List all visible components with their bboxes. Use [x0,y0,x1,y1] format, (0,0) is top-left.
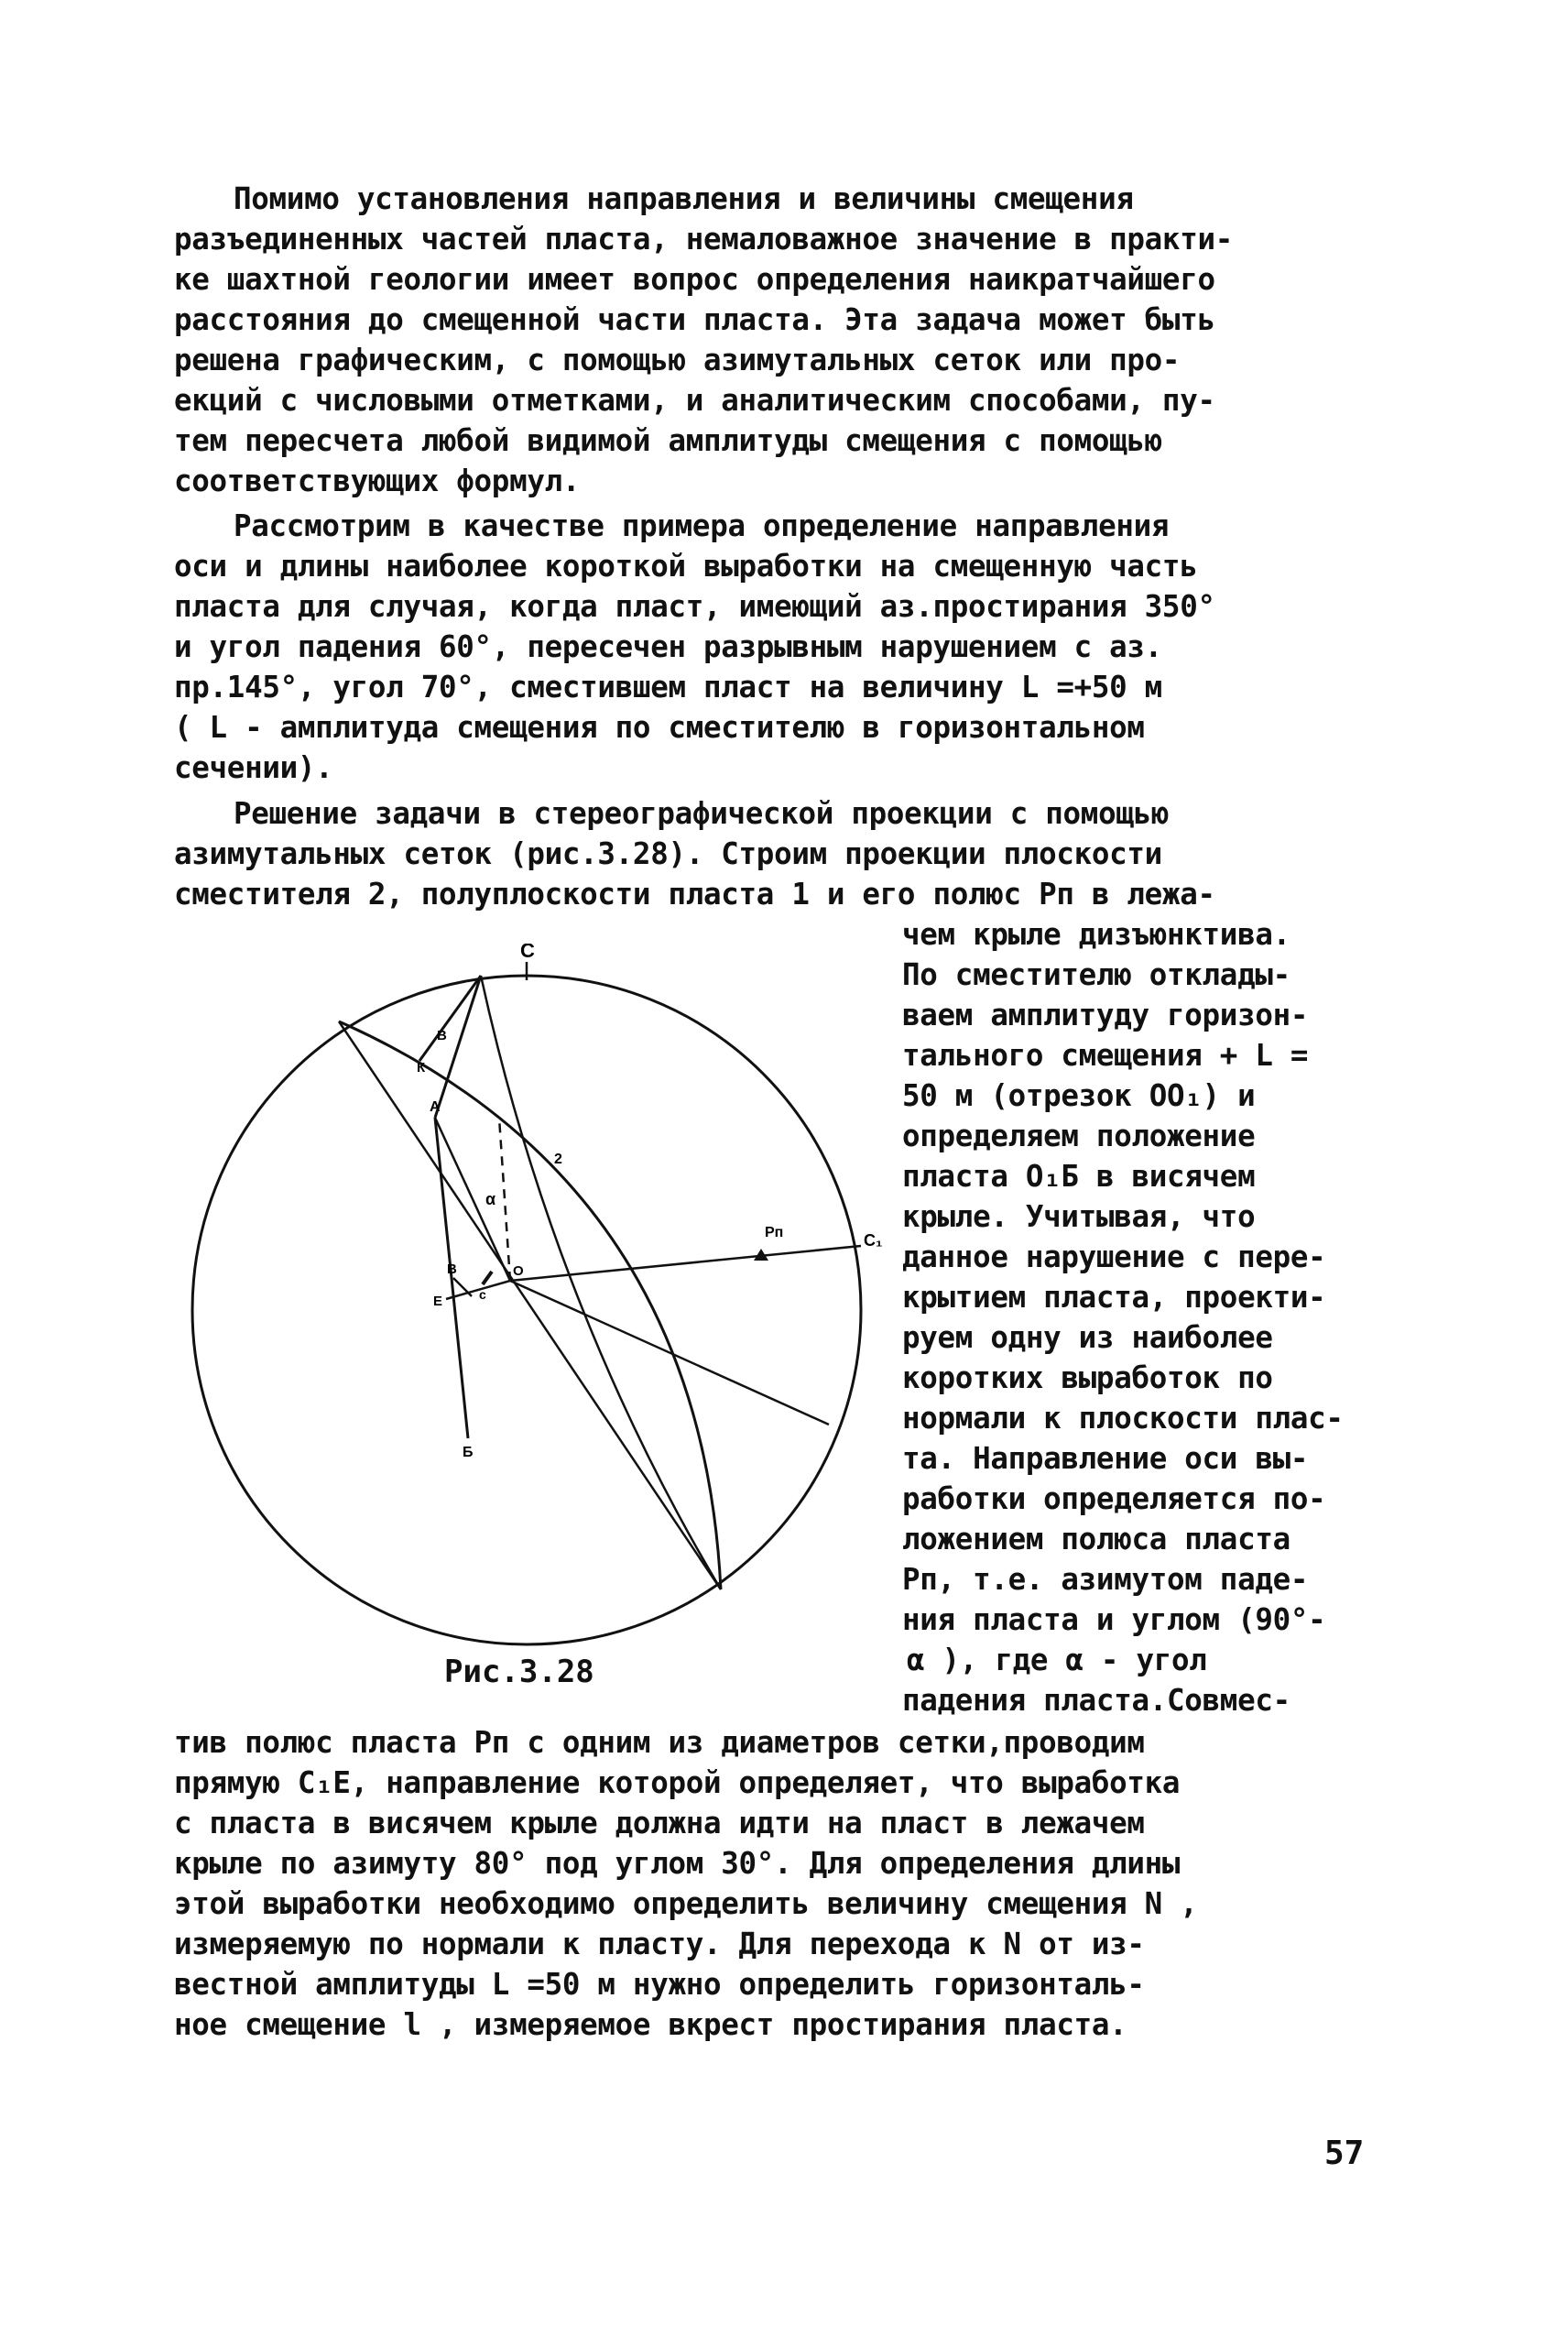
label-two: 2 [554,1152,562,1167]
label-b: Б [463,1445,474,1460]
text-line: соответствующих формул. [174,464,581,498]
stereonet-figure [160,944,893,1667]
text-line: тем пересчета любой видимой амплитуды смещения с помощью [174,423,1162,458]
text-line: ложением полюса пласта [902,1522,1290,1556]
text-line: ния пласта и углом (90°- [902,1602,1326,1637]
figure-caption: Рис.3.28 [444,1654,594,1690]
text-line: Рп, т.е. азимутом паде- [902,1562,1309,1597]
dashed-normal [499,1118,510,1281]
text-line: разъединенных частей пласта, немаловажное значение в практи- [174,222,1233,257]
text-line: 50 м (отрезок OO₁) и [902,1078,1256,1113]
text-line: коротких выработок по [902,1360,1273,1395]
text-line: вестной амплитуды L =50 м нужно определить горизонталь- [174,1967,1145,2002]
text-line: и угол падения 60°, пересечен разрывным нарушением с аз. [174,629,1162,664]
text-line: сечении). [174,750,333,785]
text-line: оси и длины наиболее короткой выработки на смещенную часть [174,549,1198,584]
diagonal-line [339,1021,721,1589]
text-line: ( L - амплитуда смещения по сместителю в горизонтальном [174,710,1145,745]
text-line: работки определяется по- [902,1481,1326,1516]
text-line: определяем положение [902,1119,1256,1153]
text-line: нормали к плоскости плас- [902,1401,1344,1436]
text-line: α ), где α - угол [907,1643,1207,1677]
label-k: К [417,1060,426,1076]
text-line: чем крыле дизъюнктива. [902,917,1290,952]
text-line: измеряемую по нормали к пласту. Для перехода к N от из- [174,1927,1145,1961]
label-b2: В [447,1261,457,1277]
text-line: крытием пласта, проекти- [902,1280,1326,1315]
text-line: с пласта в висячем крыле должна идти на пласт в лежачем [174,1806,1145,1840]
text-line: падения пласта.Совмес- [902,1683,1290,1718]
page-number: 57 [1324,2135,1365,2172]
label-pole: Рп [765,1225,784,1240]
text-line: тального смещения + L = [902,1038,1309,1073]
text-line: екций с числовыми отметками, и аналитическим способами, пу- [174,383,1215,418]
primitive-circle [192,976,861,1644]
text-line: тив полюс пласта Рп с одним из диаметров сетки,проводим [174,1725,1145,1760]
segment-k [419,976,481,1061]
line-o-lower-right [510,1281,829,1425]
diameter-o-c1 [510,1246,861,1281]
text-line: ваем амплитуду горизон- [902,998,1309,1032]
label-o: О [513,1263,524,1279]
label-north: С [520,944,535,962]
text-line: Рассмотрим в качестве примера определение направления [234,508,1170,543]
text-line: сместителя 2, полуплоскости пласта 1 и его полюс Рп в лежа- [174,877,1215,912]
text-line: ное смещение l , измеряемое вкрест простирания пласта. [174,2007,1127,2042]
segment-a [435,976,481,1118]
text-line: крыле по азимуту 80° под углом 30°. Для определения длины [174,1846,1181,1881]
text-line: пласта O₁Б в висячем [902,1159,1256,1194]
text-line: этой выработки необходимо определить величину смещения N , [174,1886,1198,1921]
text-line: пр.145°, угол 70°, сместившем пласт на величину L =+50 м [174,670,1162,704]
text-line: По сместителю отклады- [902,957,1290,992]
label-e: Е [433,1294,443,1309]
text-line: расстояния до смещенной части пласта. Эта задача может быть [174,302,1215,337]
text-line: Помимо установления направления и величины смещения [234,181,1134,216]
text-line: решена графическим, с помощью азимутальных сеток или про- [174,343,1181,377]
label-c: с [479,1287,486,1302]
line-o-a [435,1118,510,1281]
label-a-top: В [437,1028,447,1043]
text-line: та. Направление оси вы- [902,1441,1309,1476]
text-line: руем одну из наиболее [902,1320,1273,1355]
text-line: данное нарушение с пере- [902,1239,1326,1274]
text-line: Решение задачи в стереографической проекции с помощью [234,796,1170,831]
text-line: прямую C₁E, направление которой определяет, что выработка [174,1765,1181,1800]
label-c1: C₁ [864,1231,883,1250]
segment-e [446,1281,510,1299]
text-line: пласта для случая, когда пласт, имеющий аз.простирания 350° [174,589,1215,624]
label-alpha: α [485,1190,496,1208]
tick-mark [483,1272,492,1284]
text-line: азимутальных сеток (рис.3.28). Строим проекции плоскости [174,836,1162,871]
text-line: ке шахтной геологии имеет вопрос определения наикратчайшего [174,262,1215,297]
label-a: А [430,1099,441,1115]
segment-b [435,1118,468,1438]
text-line: крыле. Учитывая, что [902,1199,1256,1234]
